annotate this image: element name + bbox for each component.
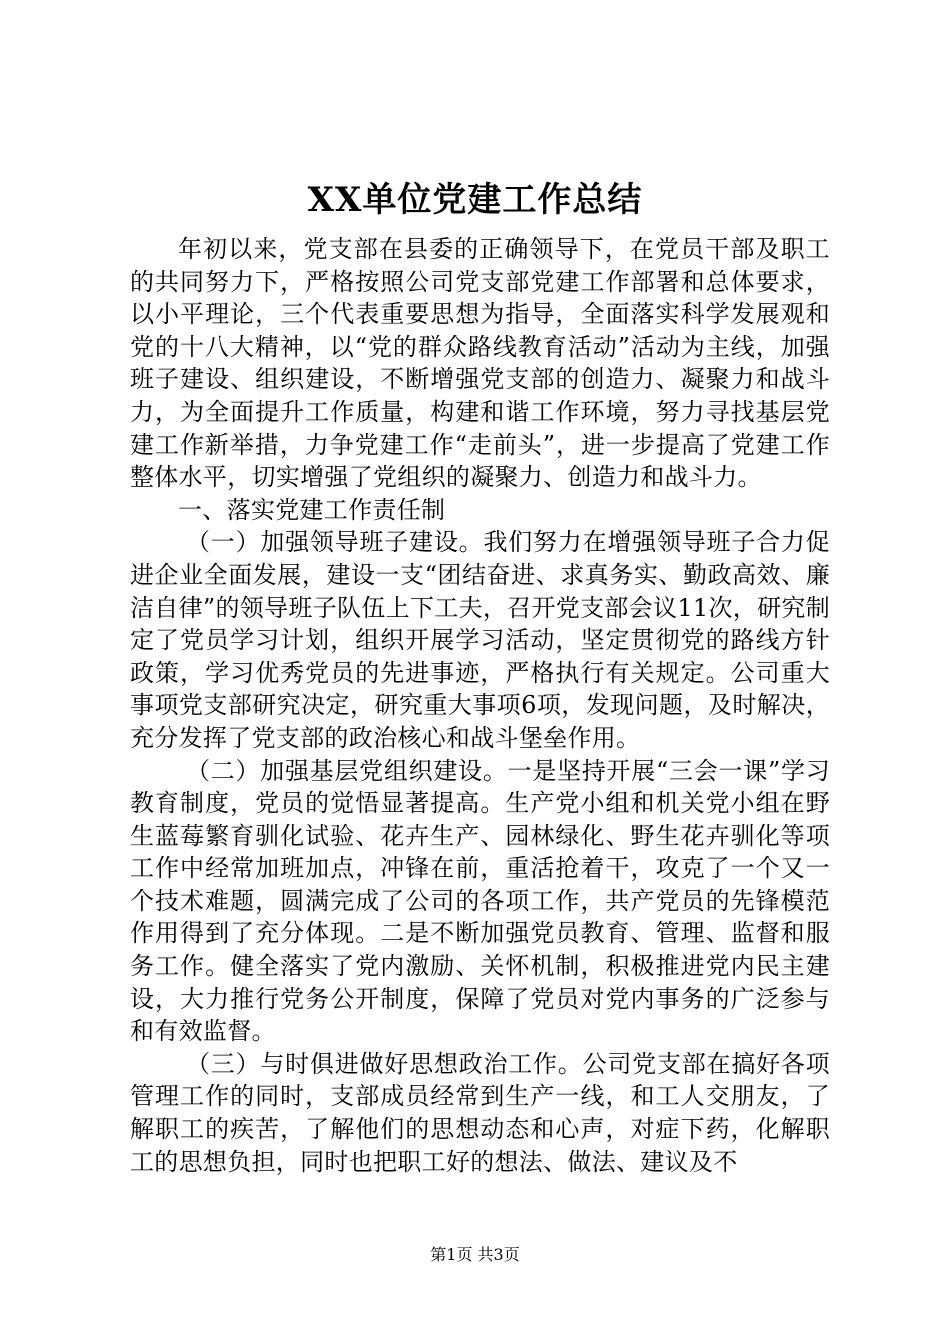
page-footer: 第1页 共3页 [430,1245,520,1264]
intro-paragraph: 年初以来，党支部在县委的正确领导下，在党员干部及职工的共同努力下，严格按照公司党支部党建工作部署和总体要求，以小平理论，三个代表重要思想为指导，全面落实科学发展观和党的十八大精神，以“党的群众路线教育活动”活动为主线，加强班子建设、组织建设，不断增强党支部的创造力、凝聚力和战斗力，为全面提升工作质量，构建和谐工作环境，努力寻找基层党建工作新举措，力争党建工作“走前头”，进一步提高了党建工作整体水平，切实增强了党组织的凝聚力、创造力和战斗力。 [130,235,830,492]
subsection-paragraph-1: （一）加强领导班子建设。我们努力在增强领导班子合力促进企业全面发展，建设一支“团结奋进、求真务实、勤政高效、廉洁自律”的领导班子队伍上下工夫，召开党支部会议11次，研究制定了党员学习计划，组织开展学习活动，坚定贯彻党的路线方针政策，学习优秀党员的先进事迹，严格执行有关规定。公司重大事项党支部研究决定，研究重大事项6项，发现问题，及时解决，充分发挥了党支部的政治核心和战斗堡垒作用。 [130,528,830,752]
subsection-paragraph-3: （三）与时俱进做好思想政治工作。公司党支部在搞好各项管理工作的同时，支部成员经常到生产一线，和工人交朋友，了解职工的疾苦，了解他们的思想动态和心声，对症下药，化解职工的思想负担，同时也把职工好的想法、做法、建议及不 [130,1049,830,1176]
subsection-paragraph-2: （二）加强基层党组织建设。一是坚持开展“三会一课”学习教育制度，党员的觉悟显著提高。生产党小组和机关党小组在野生蓝莓繁育驯化试验、花卉生产、园林绿化、野生花卉驯化等项工作中经常加班加点，冲锋在前，重活抢着干，攻克了一个又一个技术难题，圆满完成了公司的各项工作，共产党员的先锋模范作用得到了充分体现。二是不断加强党员教育、管理、监督和服务工作。健全落实了党内激励、关怀机制，积极推进党内民主建设，大力推行党务公开制度，保障了党员对党内事务的广泛参与和有效监督。 [130,756,830,1046]
document-title: XX单位党建工作总结 [307,180,643,220]
document-body [130,233,830,1178]
section-heading: 一、落实党建工作责任制 [178,495,446,524]
